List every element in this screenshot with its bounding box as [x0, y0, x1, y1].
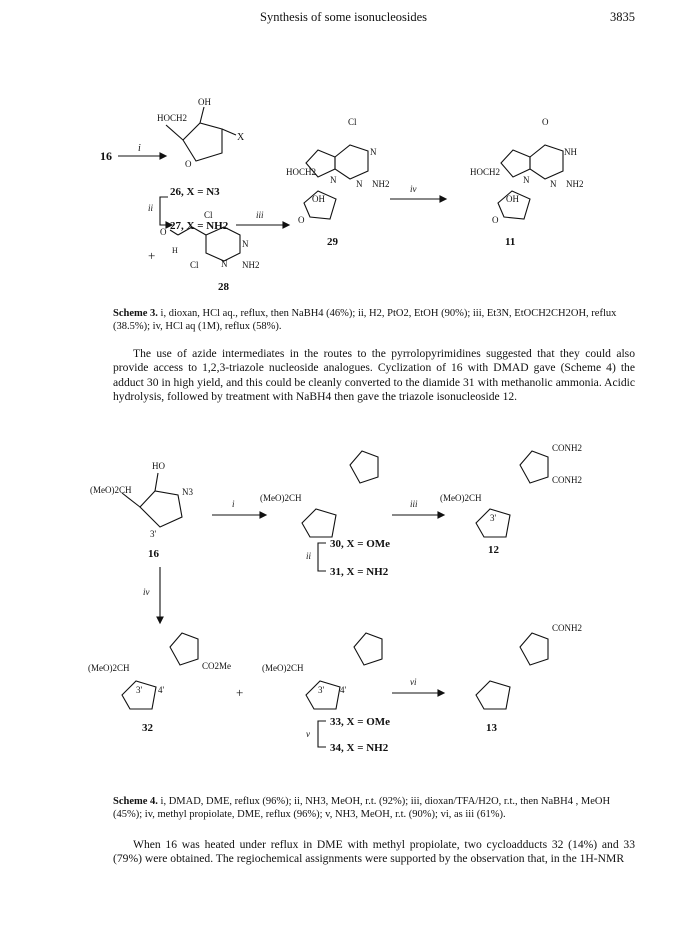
- svg-text:N: N: [221, 259, 228, 269]
- svg-text:O: O: [542, 117, 549, 127]
- scheme-3-figure: [0, 95, 692, 295]
- svg-text:CONH2: CONH2: [552, 443, 583, 453]
- svg-text:+: +: [236, 685, 244, 700]
- compound-16-structure: [90, 461, 193, 539]
- svg-text:31, X = NH2: 31, X = NH2: [330, 566, 389, 578]
- compound-12-structure: [440, 443, 582, 537]
- svg-text:O: O: [160, 227, 167, 237]
- svg-text:Cl: Cl: [190, 260, 199, 270]
- compound-12-label: 12: [488, 544, 499, 556]
- svg-text:(MeO)2CH: (MeO)2CH: [90, 485, 132, 495]
- svg-text:N: N: [242, 239, 249, 249]
- paragraph-1: The use of azide intermediates in the routes to the pyrrolopyrimidines suggested that they could also provide access to 1,2,3-triazole nucleoside analogues. Cyclization of 16 with DMAD gave (Scheme 4) the adduct 30 in high yield, and this could be cleanly converted to the diamide 31 with methanolic ammonia. Acidic hydrolysis, followed by treatment with NaBH4 then gave the triazole isonucleoside 12.: [113, 347, 635, 404]
- compound-30-structure: [260, 451, 378, 537]
- svg-text:OH: OH: [506, 194, 519, 204]
- svg-text:iii: iii: [410, 499, 418, 509]
- svg-text:34, X = NH2: 34, X = NH2: [330, 742, 389, 754]
- svg-text:3': 3': [150, 529, 157, 539]
- paragraph-2: When 16 was heated under reflux in DME with methyl propiolate, two cycloadducts 32 (14%) and 33 (79%) were obtained. The regiochemical assignments were supported by the observation that, in the 1H-NMR: [113, 838, 635, 866]
- svg-text:N: N: [356, 179, 363, 189]
- svg-text:(MeO)2CH: (MeO)2CH: [262, 663, 304, 673]
- scheme-4-figure: [0, 425, 692, 755]
- compound-29-label: 29: [327, 236, 338, 248]
- svg-text:NH2: NH2: [566, 179, 584, 189]
- scheme-4-caption: Scheme 4. i, DMAD, DME, reflux (96%); ii, NH3, MeOH, r.t. (92%); iii, dioxan/TFA/H2O, r.t., then NaBH4 , MeOH (45%); iv, methyl propiolate, DME, reflux (96%); v, NH3, MeOH, r.t. (90%); vi, as iii (61%).: [113, 796, 611, 820]
- svg-text:26, X = N3: 26, X = N3: [170, 186, 220, 198]
- scheme-3-caption: Scheme 3. i, dioxan, HCl aq., reflux, then NaBH4 (46%); ii, H2, PtO2, EtOH (90%); iii, Et3N, EtOCH2CH2OH, reflux (38.5%); iv, HCl aq (1M), reflux (58%).: [113, 308, 617, 332]
- azido-sugar-structure: [157, 97, 245, 169]
- svg-text:28: 28: [218, 281, 229, 293]
- svg-text:CONH2: CONH2: [552, 475, 583, 485]
- svg-text:+: +: [148, 248, 156, 263]
- pyrimidine-aldehyde-structure: [160, 210, 260, 270]
- svg-text:HO: HO: [152, 461, 165, 471]
- svg-text:iv: iv: [143, 587, 150, 597]
- svg-text:i: i: [232, 499, 235, 509]
- svg-text:(MeO)2CH: (MeO)2CH: [440, 493, 482, 503]
- svg-text:3': 3': [136, 685, 143, 695]
- svg-text:4': 4': [340, 685, 347, 695]
- svg-text:ii: ii: [306, 551, 312, 561]
- svg-text:CONH2: CONH2: [552, 623, 583, 633]
- svg-text:O: O: [185, 159, 192, 169]
- svg-text:3': 3': [318, 685, 325, 695]
- running-title: Synthesis of some isonucleosides: [260, 10, 428, 24]
- compound-16-label-s4: 16: [148, 548, 159, 560]
- svg-text:Cl: Cl: [348, 117, 357, 127]
- svg-text:i: i: [138, 143, 141, 154]
- svg-text:HOCH2: HOCH2: [286, 167, 317, 177]
- svg-text:4': 4': [158, 685, 165, 695]
- svg-text:(MeO)2CH: (MeO)2CH: [88, 663, 130, 673]
- svg-text:CO2Me: CO2Me: [202, 661, 231, 671]
- compound-13-label: 13: [486, 722, 497, 734]
- svg-text:OH: OH: [198, 97, 211, 107]
- compound-32-label: 32: [142, 722, 153, 734]
- svg-text:HOCH2: HOCH2: [470, 167, 501, 177]
- svg-text:vi: vi: [410, 677, 417, 687]
- svg-text:iv: iv: [410, 184, 417, 194]
- svg-text:iii: iii: [256, 210, 264, 220]
- svg-text:O: O: [492, 215, 499, 225]
- svg-text:ii: ii: [148, 203, 154, 213]
- svg-text:NH2: NH2: [372, 179, 390, 189]
- compound-32-structure: [88, 633, 231, 709]
- svg-text:N: N: [330, 175, 337, 185]
- svg-text:N: N: [550, 179, 557, 189]
- svg-text:H: H: [172, 246, 178, 255]
- compound-11-structure: [470, 117, 584, 225]
- compound-33-structure: [262, 633, 382, 709]
- compound-13-structure: [476, 623, 582, 709]
- svg-text:N: N: [370, 147, 377, 157]
- svg-text:Cl: Cl: [204, 210, 213, 220]
- svg-text:(MeO)2CH: (MeO)2CH: [260, 493, 302, 503]
- svg-text:NH: NH: [564, 147, 577, 157]
- svg-text:N: N: [523, 175, 530, 185]
- svg-text:N3: N3: [182, 487, 193, 497]
- svg-text:NH2: NH2: [242, 260, 260, 270]
- svg-text:33, X = OMe: 33, X = OMe: [330, 716, 391, 728]
- svg-text:X: X: [237, 132, 245, 143]
- svg-text:30, X = OMe: 30, X = OMe: [330, 538, 391, 550]
- compound-16-label: 16: [100, 149, 112, 163]
- svg-text:OH: OH: [312, 194, 325, 204]
- svg-text:27, X = NH2: 27, X = NH2: [170, 220, 229, 232]
- svg-text:O: O: [298, 215, 305, 225]
- page-number: 3835: [610, 10, 635, 24]
- compound-11-label: 11: [505, 236, 516, 248]
- svg-text:HOCH2: HOCH2: [157, 113, 188, 123]
- compound-29-structure: [286, 117, 390, 225]
- svg-text:3': 3': [490, 513, 497, 523]
- svg-text:v: v: [306, 729, 310, 739]
